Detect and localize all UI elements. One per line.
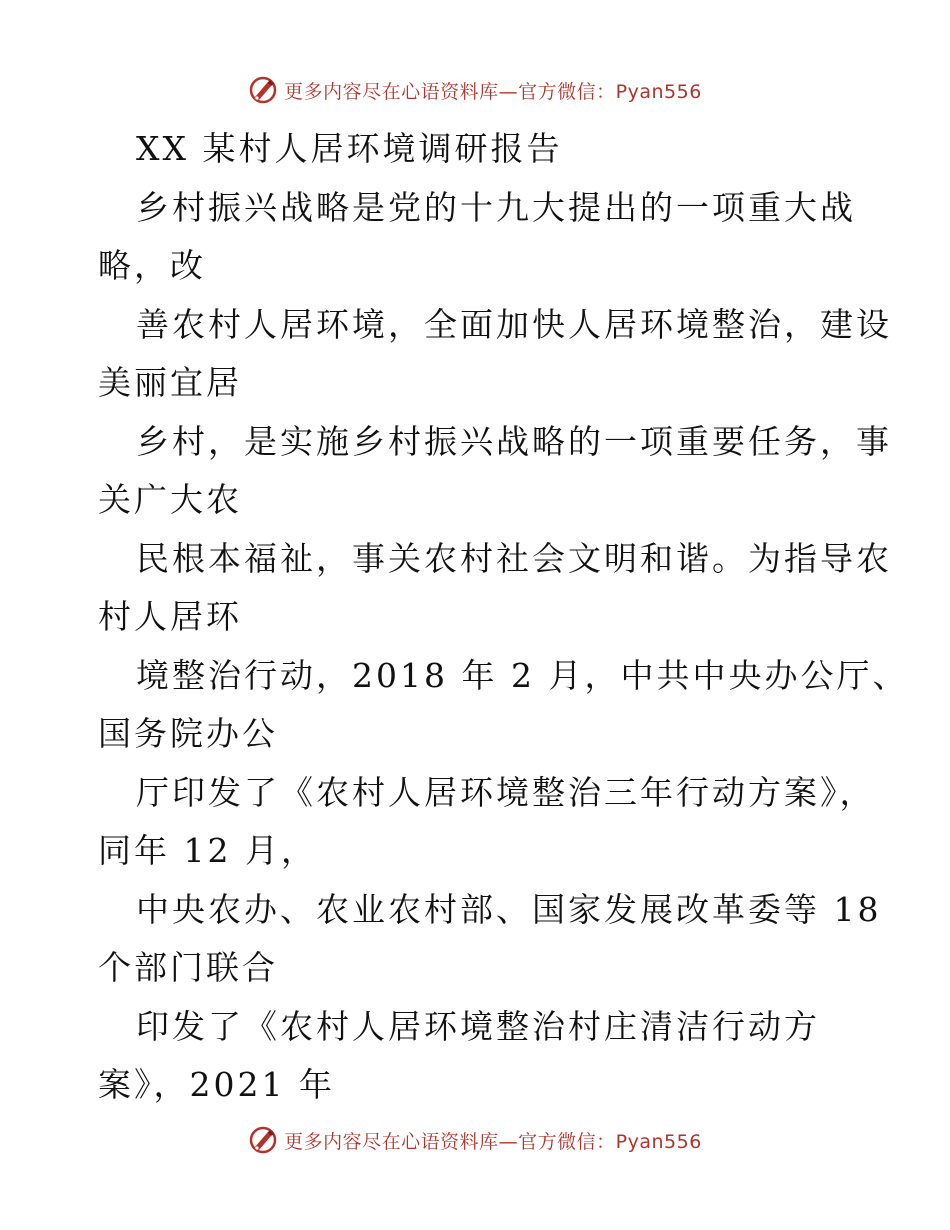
text-line: 略，改 [98,246,206,285]
text-line: 案》，2021 年 [98,1065,335,1104]
document-body [98,120,909,1115]
text-line: 境整治行动，2018 年 2 月，中共中央办公厅、 [136,655,909,695]
text-line: 民根本福祉，事关农村社会文明和谐。为指导农 [136,538,892,578]
text-line: 关广大农 [98,480,242,519]
pen-logo-icon [248,1125,278,1155]
text-line: 乡村振兴战略是党的十九大提出的一项重大战 [136,187,856,227]
text-line: 乡村，是实施乡村振兴战略的一项重要任务，事 [136,421,892,461]
text-line: 印发了《农村人居环境整治村庄清洁行动方 [136,1006,820,1046]
text-line: 美丽宜居 [98,363,242,402]
document-title: XX 某村人居环境调研报告 [136,129,563,168]
text-line: 个部门联合 [98,948,278,987]
pen-logo-icon [248,75,278,105]
watermark-text: 更多内容尽在心语资料库—官方微信：Pyan556 [284,1130,702,1153]
watermark-header [0,70,950,110]
text-line: 村人居环 [98,597,242,636]
text-line: 国务院办公 [98,714,278,753]
text-line: 中央农办、农业农村部、国家发展改革委等 18 [136,889,882,929]
watermark-text: 更多内容尽在心语资料库—官方微信：Pyan556 [284,80,702,103]
text-line: 同年 12 月， [98,831,317,870]
text-line: 厅印发了《农村人居环境整治三年行动方案》， [136,772,876,812]
watermark-footer [0,1120,950,1160]
text-line: 善农村人居环境，全面加快人居环境整治，建设 [136,304,892,344]
